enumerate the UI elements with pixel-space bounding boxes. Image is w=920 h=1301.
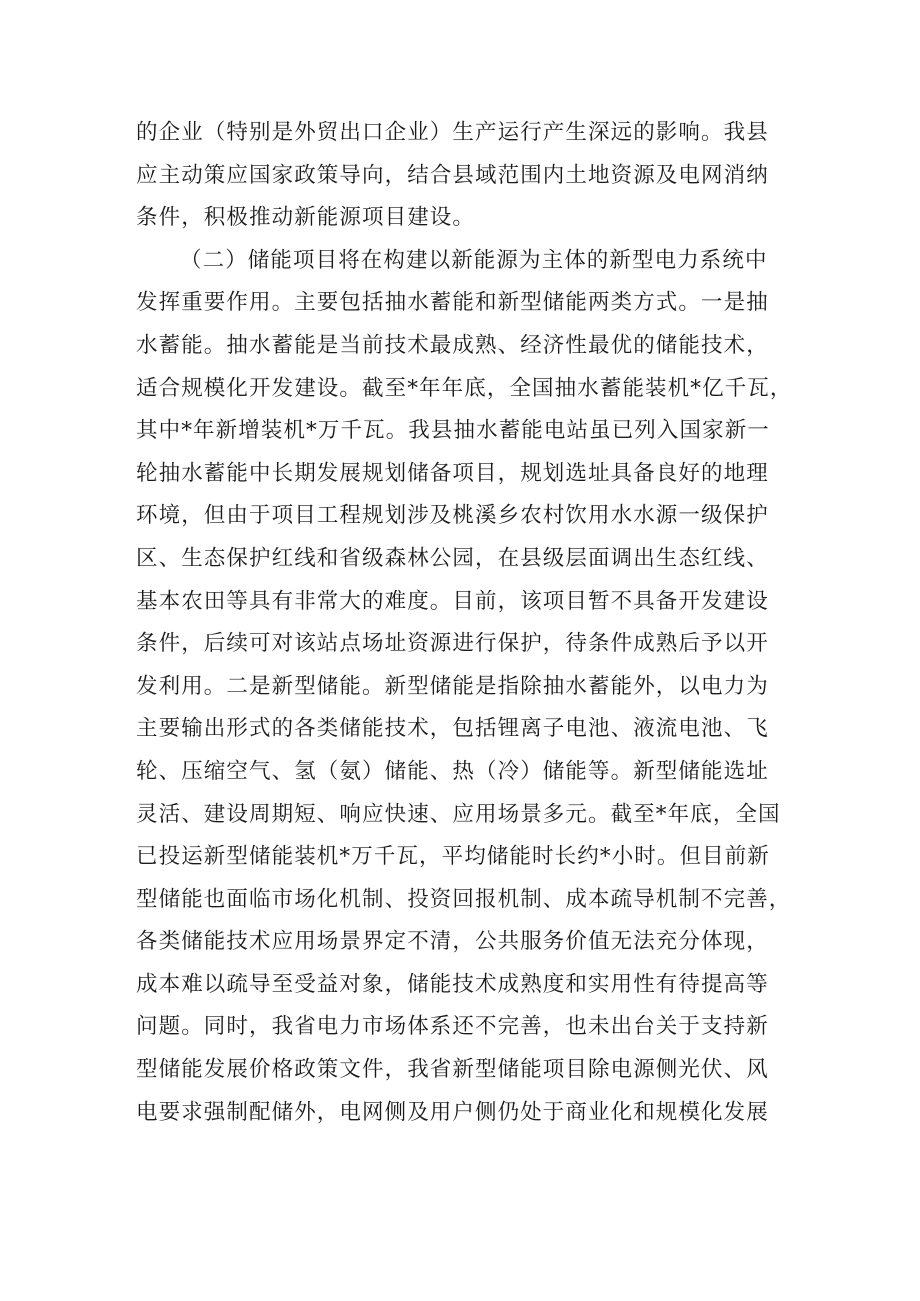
text-line: 电要求强制配储外，电网侧及用户侧仍处于商业化和规模化发展 <box>136 1099 769 1125</box>
text-line: 应主动策应国家政策导向，结合县域范围内土地资源及电网消纳 <box>136 162 769 188</box>
text-line: 其中*年新增装机*万千瓦。我县抽水蓄能电站虽已列入国家新一 <box>136 418 770 444</box>
text-line: 成本难以疏导至受益对象，储能技术成熟度和实用性有待提高等 <box>136 971 769 997</box>
text-line: 区、生态保护红线和省级森林公园，在县级层面调出生态红线、 <box>136 545 769 571</box>
text-line: 各类储能技术应用场景界定不清，公共服务价值无法充分体现， <box>136 929 769 955</box>
text-line: （二）储能项目将在构建以新能源为主体的新型电力系统中 <box>180 247 768 273</box>
text-line: 轮、压缩空气、氢（氨）储能、热（冷）储能等。新型储能选址 <box>136 758 769 784</box>
document-body-text <box>136 112 796 1134</box>
text-line: 型储能也面临市场化机制、投资回报机制、成本疏导机制不完善， <box>136 886 792 912</box>
text-line: 条件，后续可对该站点场址资源进行保护，待条件成熟后予以开 <box>136 631 769 657</box>
text-line: 条件，积极推动新能源项目建设。 <box>136 205 476 231</box>
text-line: 基本农田等具有非常大的难度。目前，该项目暂不具备开发建设 <box>136 588 769 614</box>
text-line: 问题。同时，我省电力市场体系还不完善，也未出台关于支持新 <box>136 1014 769 1040</box>
text-line: 的企业（特别是外贸出口企业）生产运行产生深远的影响。我县 <box>136 120 769 145</box>
text-line: 适合规模化开发建设。截至*年年底，全国抽水蓄能装机*亿千瓦， <box>136 375 793 401</box>
text-line: 环境，但由于项目工程规划涉及桃溪乡农村饮用水水源一级保护 <box>136 503 769 529</box>
text-line: 水蓄能。抽水蓄能是当前技术最成熟、经济性最优的储能技术， <box>136 332 769 358</box>
text-line: 型储能发展价格政策文件，我省新型储能项目除电源侧光伏、风 <box>136 1057 769 1083</box>
text-line: 发利用。二是新型储能。新型储能是指除抽水蓄能外，以电力为 <box>136 673 769 699</box>
text-line: 轮抽水蓄能中长期发展规划储备项目，规划选址具备良好的地理 <box>136 460 769 486</box>
text-line: 主要输出形式的各类储能技术，包括锂离子电池、液流电池、飞 <box>136 716 769 742</box>
text-line: 发挥重要作用。主要包括抽水蓄能和新型储能两类方式。一是抽 <box>136 290 769 316</box>
text-line: 灵活、建设周期短、响应快速、应用场景多元。截至*年底，全国 <box>136 801 781 827</box>
text-line: 已投运新型储能装机*万千瓦，平均储能时长约*小时。但目前新 <box>136 844 770 870</box>
